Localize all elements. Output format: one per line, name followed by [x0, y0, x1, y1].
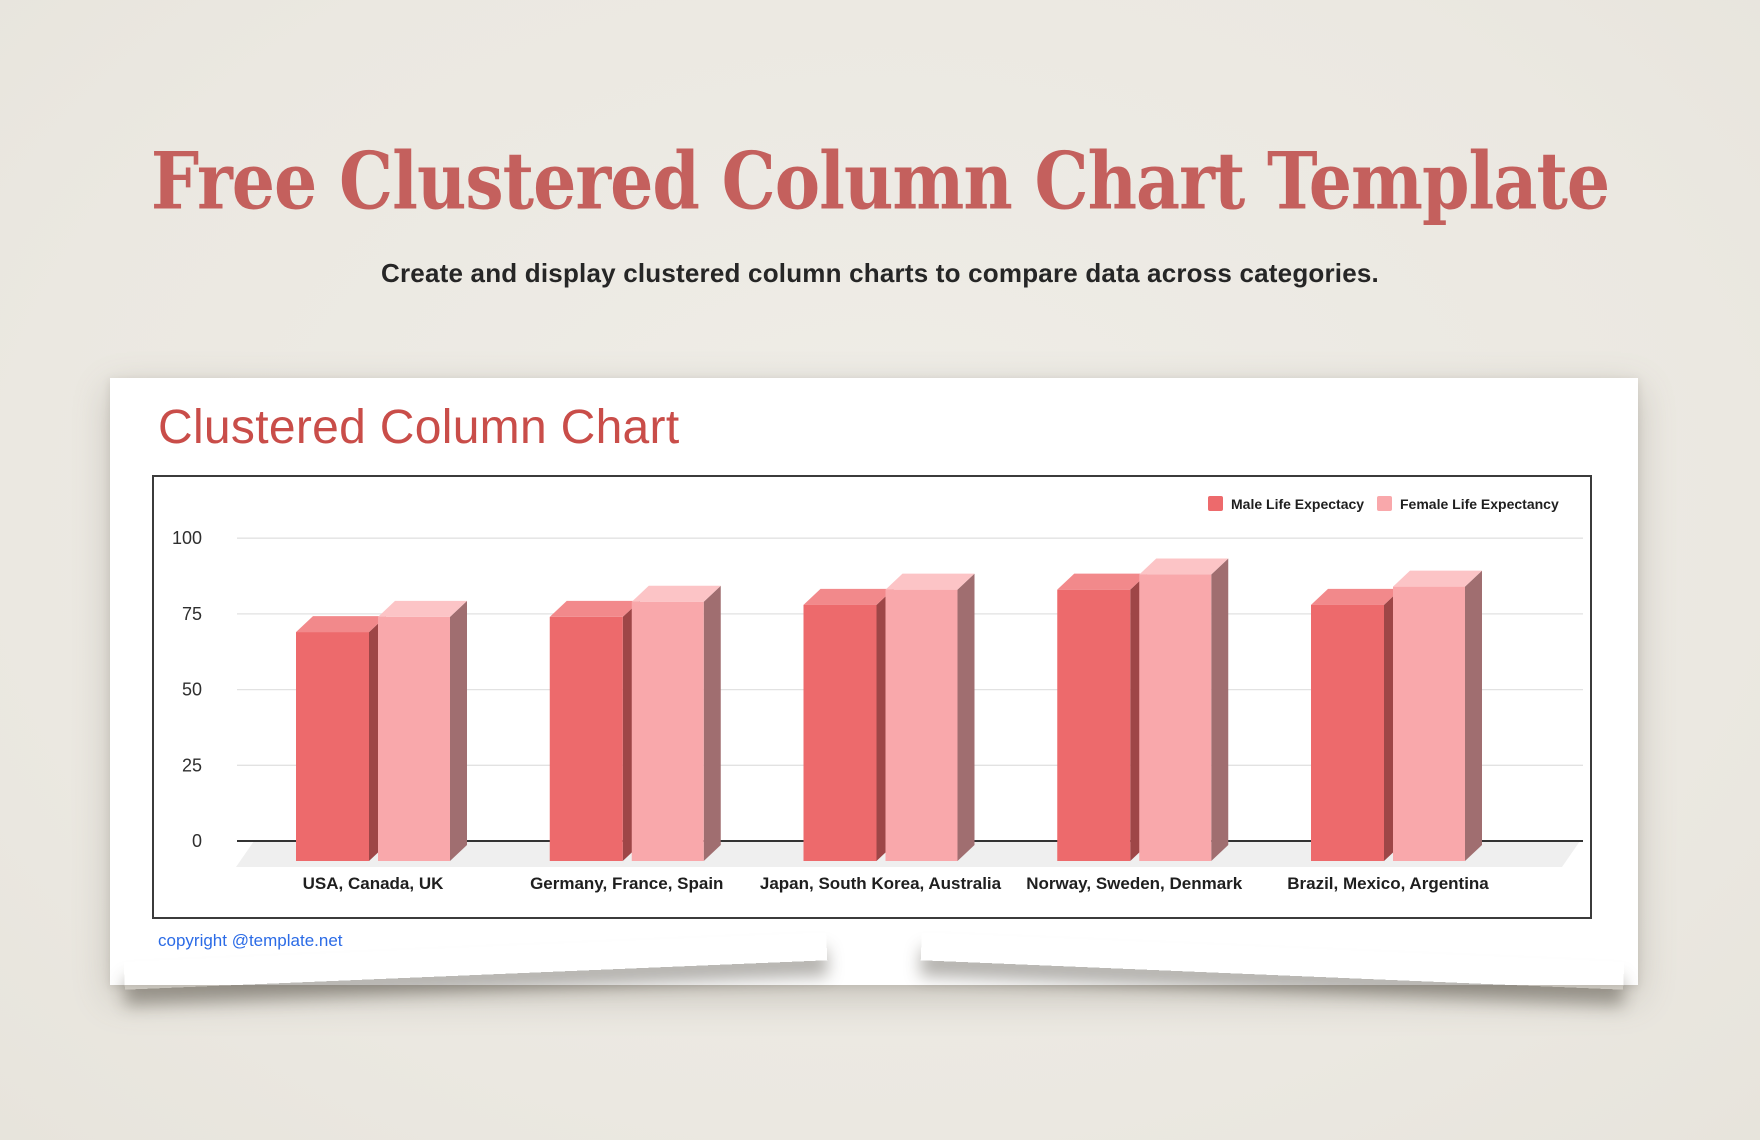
- category-label-1: Germany, France, Spain: [530, 874, 724, 893]
- chart-frame: [152, 475, 1592, 919]
- copyright-link[interactable]: copyright @template.net: [158, 931, 343, 950]
- y-tick-label-50: 50: [181, 679, 202, 700]
- legend-swatch-female: [1377, 496, 1392, 511]
- category-label-0: USA, Canada, UK: [302, 874, 444, 893]
- bar-male-4: [1311, 589, 1401, 861]
- bar-male-0: [296, 616, 386, 861]
- bar-male-2: [804, 589, 894, 861]
- y-tick-label-75: 75: [181, 603, 202, 624]
- y-tick-label-25: 25: [181, 755, 202, 776]
- legend-item-male: [1208, 496, 1364, 512]
- legend-label-female: Female Life Expectancy: [1400, 496, 1559, 512]
- bar-female-0: [378, 601, 467, 861]
- y-tick-label-100: 100: [171, 528, 202, 549]
- category-label-2: Japan, South Korea, Australia: [759, 874, 1002, 893]
- bar-female-2: [886, 574, 975, 861]
- legend-swatch-male: [1208, 496, 1223, 511]
- category-label-3: Norway, Sweden, Denmark: [1026, 874, 1243, 893]
- category-label-4: Brazil, Mexico, Argentina: [1287, 874, 1489, 893]
- y-tick-label-0: 0: [191, 831, 202, 851]
- bar-female-1: [632, 586, 721, 861]
- chart-card: [110, 378, 1638, 985]
- clustered-column-chart: [154, 477, 1590, 917]
- page-title: Free Clustered Column Chart Template: [150, 135, 1610, 229]
- bar-female-4: [1393, 571, 1482, 861]
- page-subtitle: Create and display clustered column charts to compare data across categories.: [381, 258, 1379, 288]
- legend-item-female: [1377, 496, 1559, 512]
- bar-male-1: [550, 601, 640, 861]
- bar-male-3: [1057, 574, 1147, 861]
- bar-female-3: [1139, 559, 1228, 861]
- legend-label-male: Male Life Expectacy: [1231, 496, 1365, 512]
- chart-title: Clustered Column Chart: [158, 401, 680, 454]
